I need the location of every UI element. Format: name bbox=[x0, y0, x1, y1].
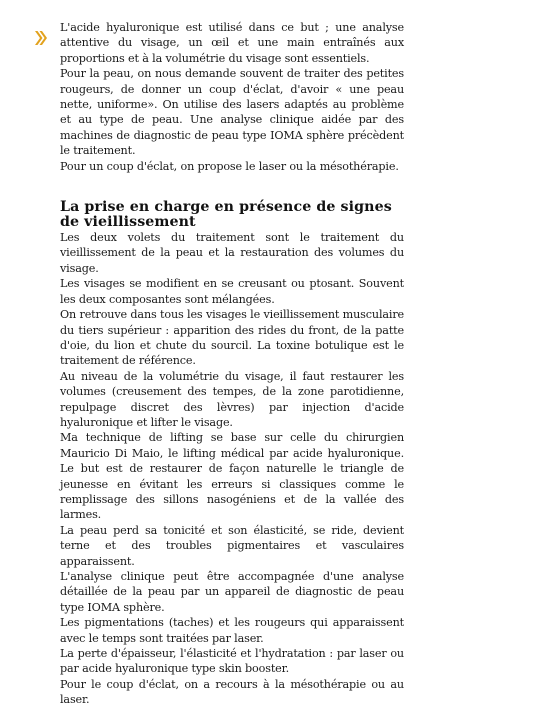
section-body bbox=[60, 230, 404, 708]
article-body bbox=[60, 20, 404, 708]
paragraph: La perte d'épaisseur, l'élasticité et l'hydratation : par laser ou par acide hyaluronique type skin booster. bbox=[60, 647, 404, 676]
intro-block bbox=[60, 20, 404, 174]
paragraph: L'analyse clinique peut être accompagnée d'une analyse détaillée de la peau par un appareil de diagnostic de peau type IOMA sphère. bbox=[60, 570, 404, 614]
paragraph: Pour un coup d'éclat, on propose le laser ou la mésothérapie. bbox=[60, 159, 399, 173]
paragraph: Au niveau de la volumétrie du visage, il faut restaurer les volumes (creusement des tempes, de la zone parotidienne, repulpage discret des lèvres) par injection d'acide hyaluronique et lifter le visage. bbox=[60, 369, 404, 429]
paragraph: L'acide hyaluronique est utilisé dans ce but ; une analyse attentive du visage, un œil et une main entraînés aux proportions et à la volumétrie du visage sont essentiels. bbox=[60, 21, 404, 65]
paragraph: On retrouve dans tous les visages le vieillissement musculaire du tiers supérieur : apparition des rides du front, de la patte d'oie, du lion et chute du sourcil. La toxine botulique est le traitement de référence. bbox=[60, 308, 404, 368]
paragraph: Les visages se modifient en se creusant ou ptosant. Souvent les deux composantes sont mélangées. bbox=[60, 277, 404, 306]
section-heading: La prise en charge en présence de signes de vieillissement bbox=[60, 199, 392, 231]
paragraph: La peau perd sa tonicité et son élasticité, se ride, devient terne et des troubles pigmentaires et vasculaires apparaissent. bbox=[60, 523, 404, 568]
double-chevron-right-icon bbox=[34, 30, 48, 46]
paragraph: Pour la peau, on nous demande souvent de traiter des petites rougeurs, de donner un coup d'éclat, d'avoir « une peau nette, uniforme». On utilise des lasers adaptés au problème et au type de peau. Une analyse clinique aidée par des machines de diagnostic de peau type IOMA sphère précèdent le traitement. bbox=[60, 67, 404, 158]
paragraph: Ma technique de lifting se base sur celle du chirurgien Mauricio Di Maio, le lifting médical par acide hyaluronique. Le but est de restaurer de façon naturelle le triangle de jeunesse en évitant les erreurs si classiques comme le remplissage des sillons nasogéniens et de la vallée des larmes. bbox=[60, 431, 404, 522]
paragraph: Les pigmentations (taches) et les rougeurs qui apparaissent avec le temps sont traitées par laser. bbox=[60, 616, 404, 645]
paragraph: Pour le coup d'éclat, on a recours à la mésothérapie ou au laser. bbox=[60, 677, 404, 707]
paragraph: Les deux volets du traitement sont le traitement du vieillissement de la peau et la restauration des volumes du visage. bbox=[60, 231, 404, 275]
